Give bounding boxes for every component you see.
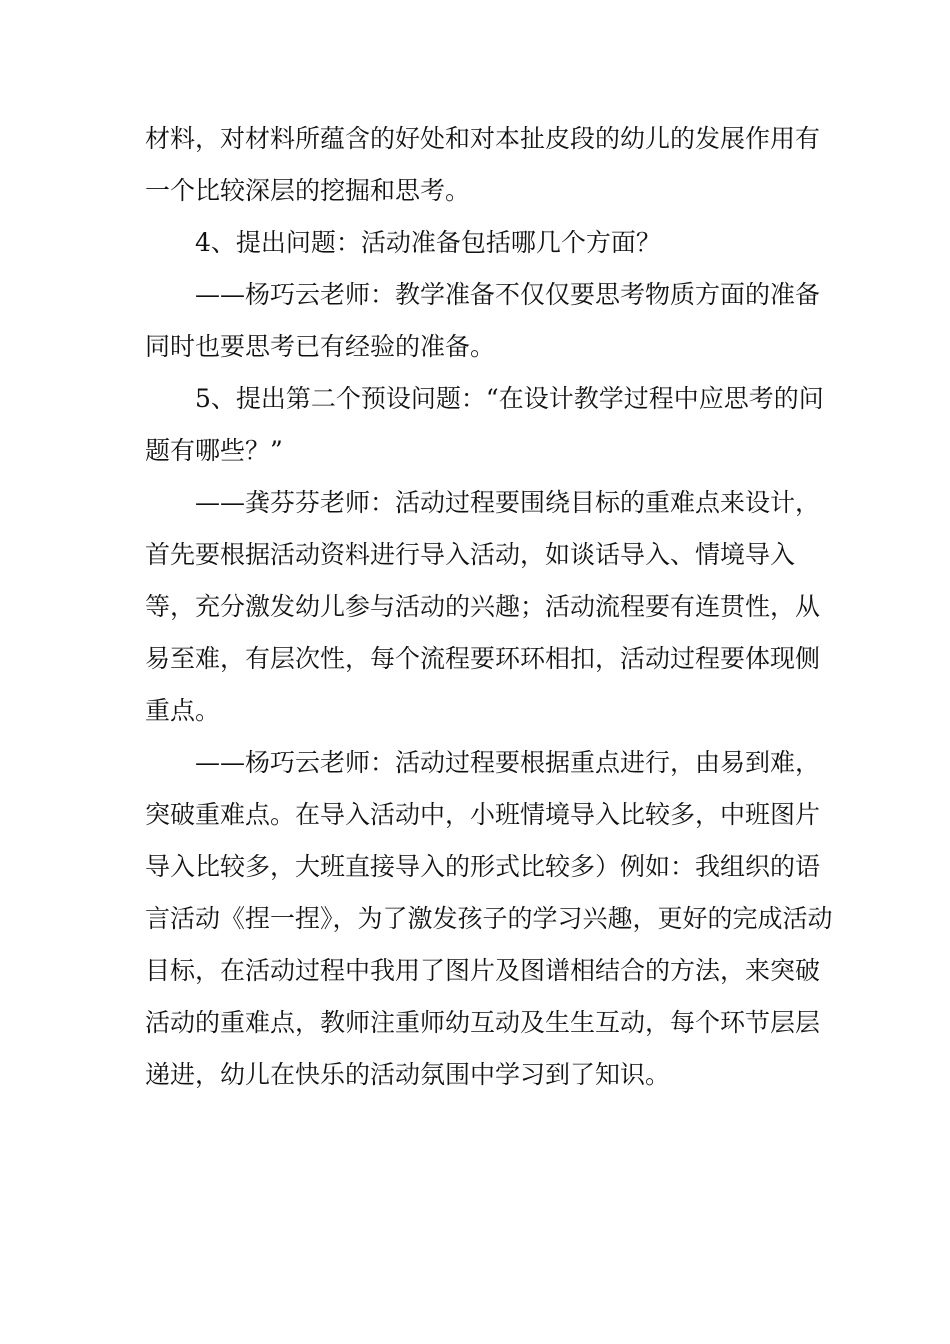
paragraph-answer-yang-2: ——杨巧云老师：活动过程要根据重点进行，由易到难，突破重难点。在导入活动中，小班情境导入比较多，中班图片导入比较多，大班直接导入的形式比较多）例如：我组织的语言活动《捏一捏》，为了激发孩子的学习兴趣，更好的完成活动目标，在活动过程中我用了图片及图谱相结合的方法，来突破活动的重难点，教师注重师幼互动及生生互动，每个环节层层递进，幼儿在快乐的活动氛围中学习到了知识。 xyxy=(145,748,833,1089)
paragraph-answer-gong: ——龚芬芬老师：活动过程要围绕目标的重难点来设计，首先要根据活动资料进行导入活动，如谈话导入、情境导入等，充分激发幼儿参与活动的兴趣；活动流程要有连贯性，从易至难，有层次性，每个流程要环环相扣，活动过程要体现侧重点。 xyxy=(145,488,821,725)
paragraph-answer-yang-1: ——杨巧云老师：教学准备不仅仅要思考物质方面的准备同时也要思考已有经验的准备。 xyxy=(145,280,821,361)
paragraph-continuation: 材料，对材料所蕴含的好处和对本扯皮段的幼儿的发展作用有一个比较深层的挖掘和思考。 xyxy=(145,124,821,205)
paragraph-question-4: 4、提出问题：活动准备包括哪几个方面？ xyxy=(195,228,661,257)
paragraph-question-5: 5、提出第二个预设问题：“在设计教学过程中应思考的问题有哪些？” xyxy=(145,384,824,465)
document-body xyxy=(145,113,840,1101)
